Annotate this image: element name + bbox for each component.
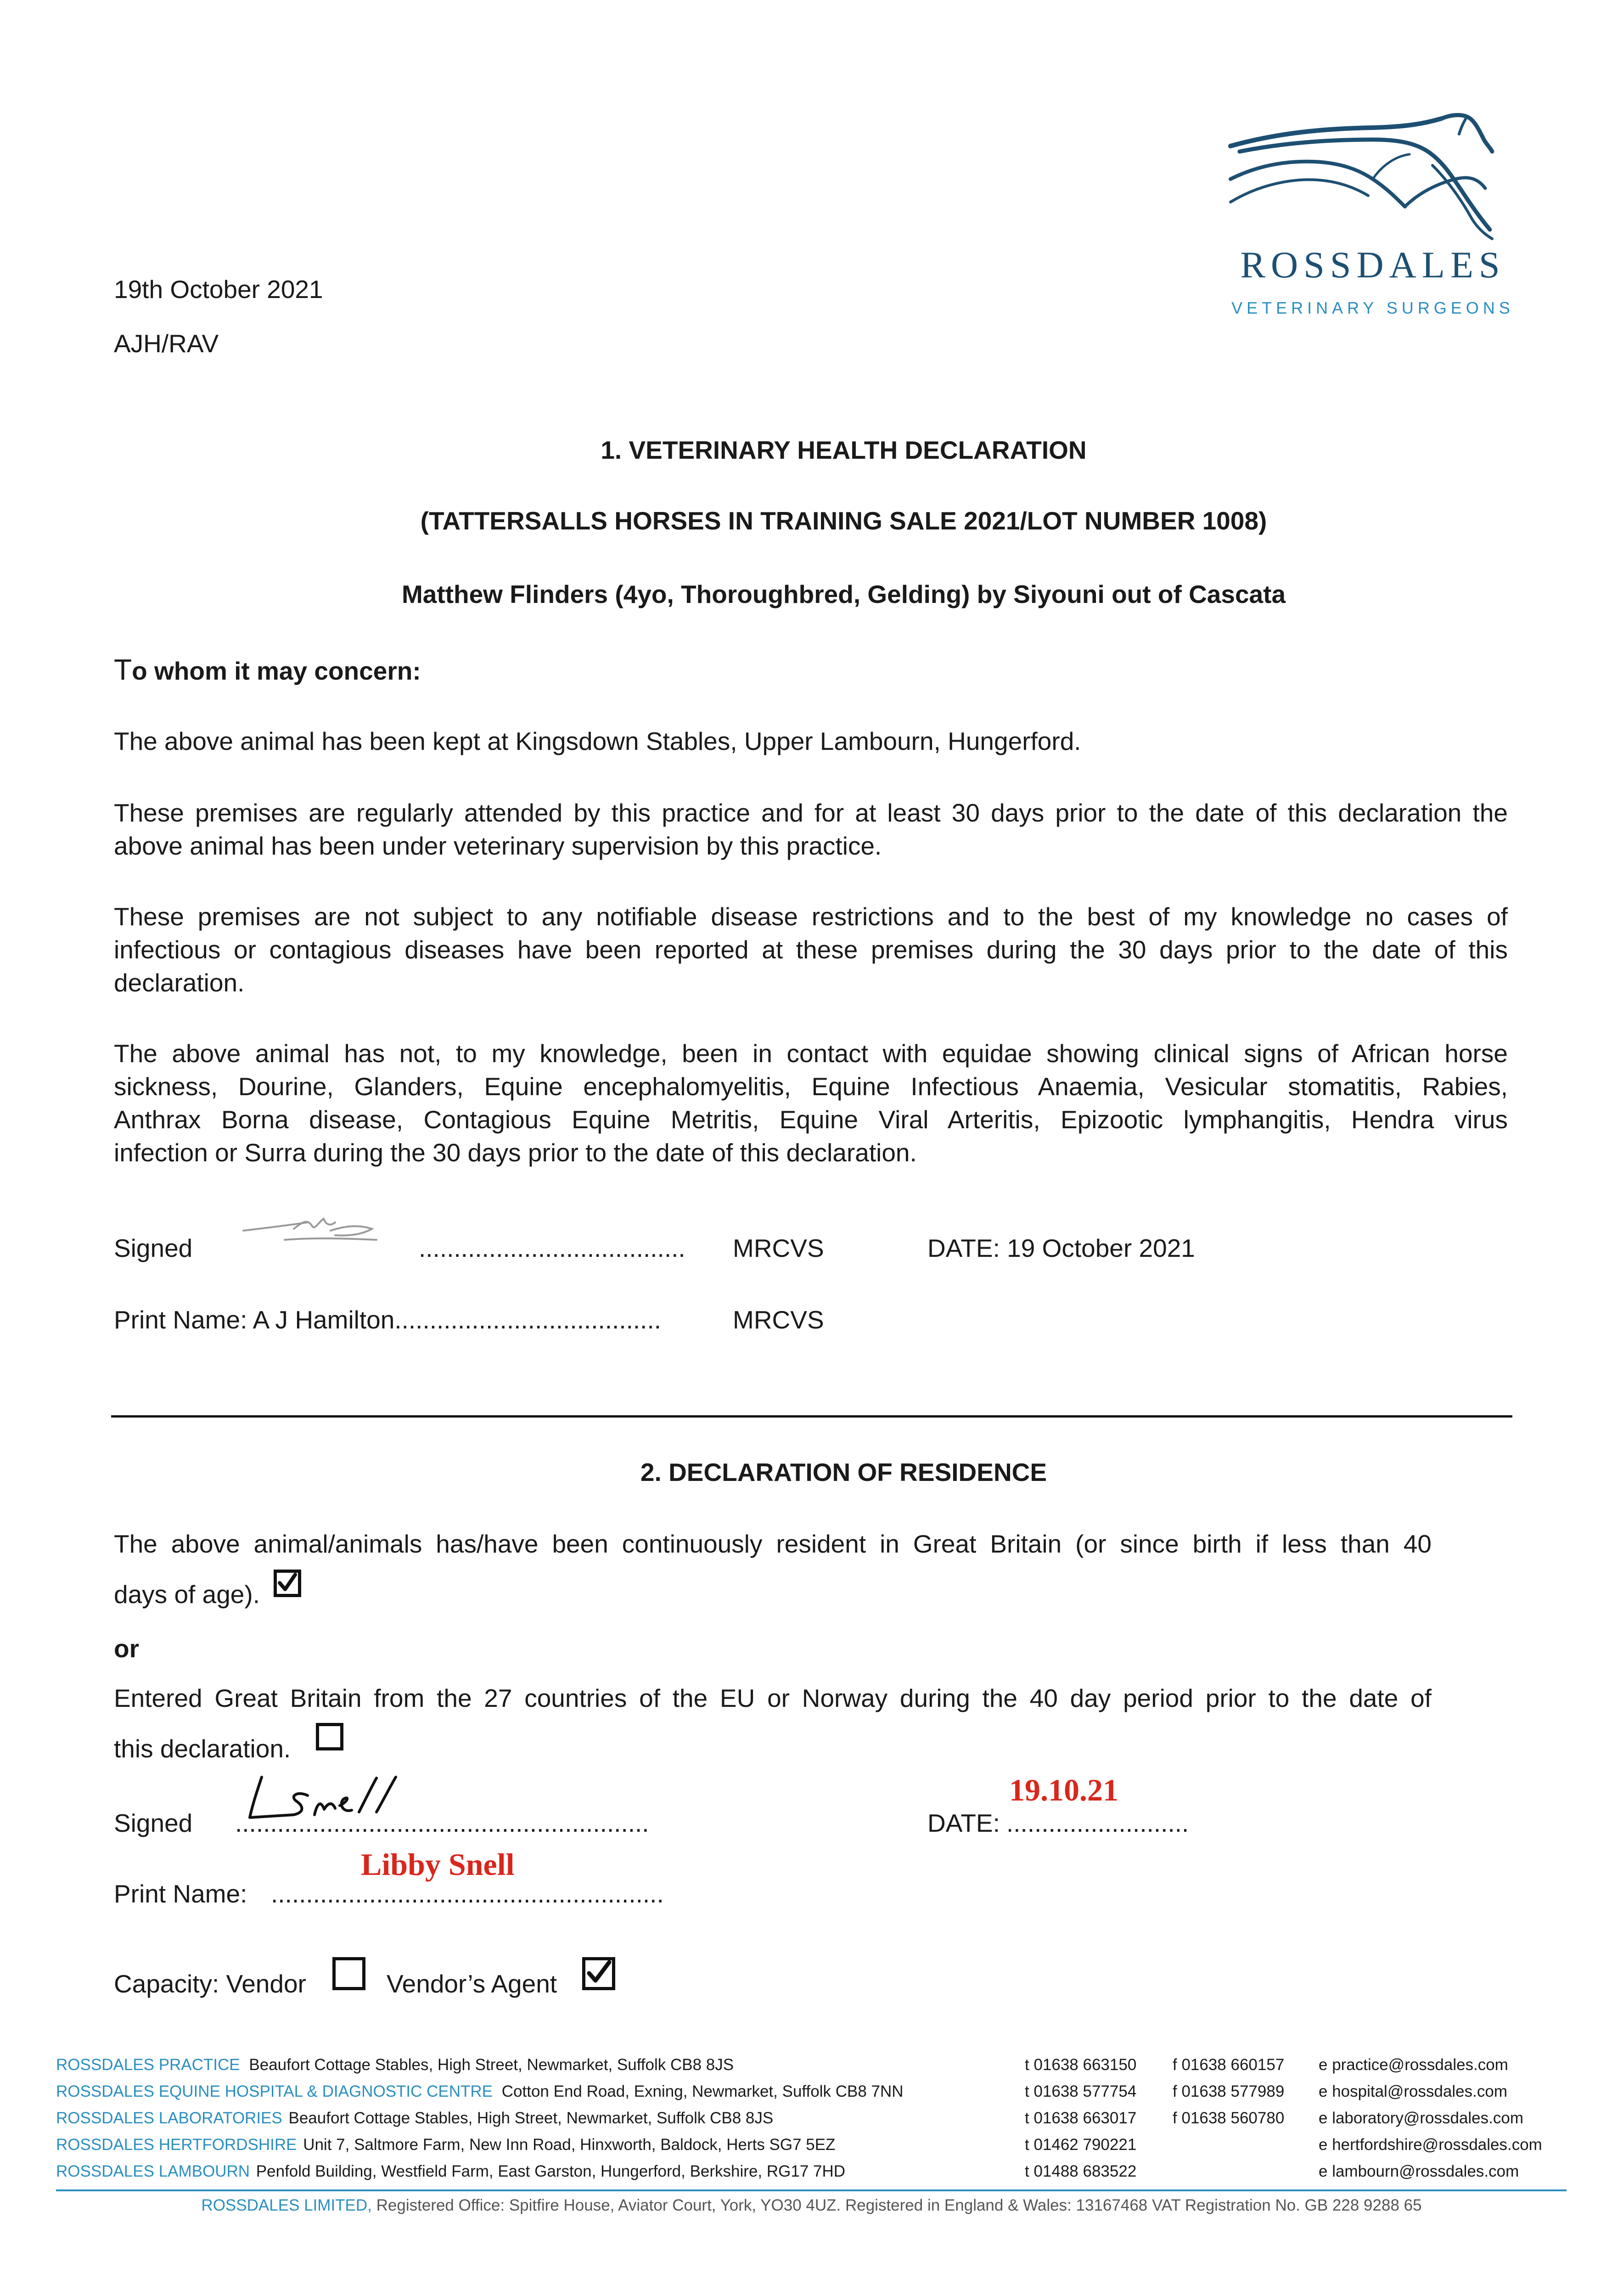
horse-description: Matthew Flinders (4yo, Thoroughbred, Gelding) by Siyouni out of Cascata	[401, 580, 1286, 608]
eu-checkbox[interactable]	[316, 1723, 343, 1750]
paragraph-line: The above animal has not, to my knowledge, been in contact with equidae showing clinical signs of African horse	[114, 1039, 1508, 1068]
footer-row	[56, 2158, 1571, 2185]
company-name: ROSSDALES LIMITED,	[201, 2196, 372, 2214]
footer-org-name: ROSSDALES PRACTICE	[56, 2056, 240, 2074]
footer-divider	[56, 2189, 1567, 2191]
footer-email[interactable]: e hospital@rossdales.com	[1319, 2082, 1507, 2100]
paragraph-line: Anthrax Borna disease, Contagious Equine Metritis, Equine Viral Arteritis, Epizootic lymphangitis, Hendra virus	[114, 1105, 1508, 1134]
footer-fax: f 01638 560780	[1173, 2109, 1285, 2127]
letter-reference: AJH/RAV	[114, 329, 219, 358]
footer-org-name: ROSSDALES EQUINE HOSPITAL & DIAGNOSTIC CENTRE	[56, 2082, 493, 2100]
eu-line-2: this declaration.	[114, 1734, 291, 1763]
footer-address: Unit 7, Saltmore Farm, New Inn Road, Hinxworth, Baldock, Herts SG7 5EZ	[303, 2136, 836, 2154]
logo-name: ROSSDALES	[1240, 244, 1505, 286]
signed-label: Signed	[114, 1234, 193, 1262]
section1-title: 1. VETERINARY HEALTH DECLARATION	[601, 436, 1087, 464]
agent-checkbox[interactable]	[582, 1957, 615, 1990]
print-name-vet: Print Name: A J Hamilton......................................	[114, 1306, 662, 1334]
company-registration	[0, 2192, 1623, 2219]
footer-telephone: t 01638 577754	[1025, 2082, 1137, 2100]
checkmark-icon	[277, 1573, 298, 1594]
footer-fax: f 01638 660157	[1173, 2056, 1285, 2074]
paragraph-supervision	[114, 796, 1508, 862]
footer-telephone: t 01638 663017	[1025, 2109, 1137, 2127]
horse-logo-icon	[1221, 110, 1524, 248]
handwritten-print-name: Libby Snell	[361, 1847, 515, 1882]
footer-telephone: t 01462 790221	[1025, 2136, 1137, 2154]
salutation	[114, 653, 421, 687]
rossdales-logo	[1221, 110, 1524, 331]
capacity-label: Capacity: Vendor	[114, 1970, 306, 1998]
footer-email[interactable]: e laboratory@rossdales.com	[1319, 2109, 1523, 2127]
print-name-label: Print Name:	[114, 1880, 247, 1908]
resident-checkbox[interactable]	[274, 1570, 301, 1597]
residence-line-2: days of age).	[114, 1580, 260, 1609]
signed-dots-2: ...........................................................	[235, 1809, 649, 1837]
signed-dots: ......................................	[419, 1234, 685, 1262]
section2-title: 2. DECLARATION OF RESIDENCE	[640, 1458, 1047, 1486]
footer-telephone: t 01638 663150	[1025, 2056, 1137, 2074]
salutation-initial: T	[114, 653, 132, 686]
section1-subtitle: (TATTERSALLS HORSES IN TRAINING SALE 2021/LOT NUMBER 1008)	[420, 506, 1267, 535]
footer-row	[56, 2132, 1571, 2158]
footer-row	[56, 2052, 1571, 2078]
footer	[56, 2052, 1571, 2185]
footer-email[interactable]: e hertfordshire@rossdales.com	[1319, 2136, 1542, 2154]
signed-label-2: Signed	[114, 1809, 193, 1837]
agent-label: Vendor’s Agent	[387, 1970, 557, 1998]
paragraph-line: sickness, Dourine, Glanders, Equine encephalomyelitis, Equine Infectious Anaemia, Vesicular stomatitis, Rabies,	[114, 1072, 1508, 1101]
vendor-checkbox[interactable]	[332, 1957, 365, 1990]
letter-date: 19th October 2021	[114, 275, 323, 304]
footer-address: Cotton End Road, Exning, Newmarket, Suffolk CB8 7NN	[501, 2082, 904, 2100]
checkmark-icon	[585, 1960, 612, 1987]
vet-signature-icon	[239, 1212, 404, 1254]
registration-text: Registered Office: Spitfire House, Aviator Court, York, YO30 4UZ. Registered in England & Wales: 13167468 VAT Registration No. GB 228 9288 65	[371, 2196, 1422, 2214]
or-label: or	[114, 1634, 139, 1663]
footer-row	[56, 2105, 1571, 2132]
footer-row	[56, 2078, 1571, 2105]
print-name-dots: ........................................................	[271, 1880, 664, 1908]
paragraph-disease-restrictions	[114, 900, 1508, 999]
paragraph-line: These premises are regularly attended by this practice and for at least 30 days prior to the date of this declaration the	[114, 799, 1508, 827]
salutation-rest: o whom it may concern:	[132, 657, 421, 685]
paragraph-line: infection or Surra during the 30 days prior to the date of this declaration.	[114, 1138, 917, 1167]
eu-line-1: Entered Great Britain from the 27 countries of the EU or Norway during the 40 day period prior to the date of	[114, 1684, 1432, 1712]
declaration-date: DATE: 19 October 2021	[927, 1234, 1195, 1262]
mrcvs-label-2: MRCVS	[733, 1306, 824, 1334]
paragraph-kept-at: The above animal has been kept at Kingsdown Stables, Upper Lambourn, Hungerford.	[114, 727, 1081, 755]
date-label-2: DATE:	[927, 1809, 1000, 1837]
footer-org-name: ROSSDALES LAMBOURN	[56, 2162, 250, 2180]
footer-address: Penfold Building, Westfield Farm, East Garston, Hungerford, Berkshire, RG17 7HD	[256, 2162, 846, 2180]
logo-tagline: VETERINARY SURGEONS	[1231, 298, 1514, 317]
paragraph-line: declaration.	[114, 968, 245, 997]
footer-email[interactable]: e lambourn@rossdales.com	[1319, 2162, 1519, 2180]
section-divider	[111, 1415, 1512, 1418]
footer-org-name: ROSSDALES LABORATORIES	[56, 2109, 282, 2127]
footer-address: Beaufort Cottage Stables, High Street, Newmarket, Suffolk CB8 8JS	[249, 2056, 734, 2074]
residence-line-1: The above animal/animals has/have been continuously resident in Great Britain (or since birth if less than 40	[114, 1530, 1432, 1558]
footer-org-name: ROSSDALES HERTFORDSHIRE	[56, 2136, 297, 2154]
mrcvs-label: MRCVS	[733, 1234, 824, 1262]
footer-fax: f 01638 577989	[1173, 2082, 1285, 2100]
handwritten-date: 19.10.21	[1009, 1773, 1118, 1807]
paragraph-line: above animal has been under veterinary supervision by this practice.	[114, 832, 882, 860]
footer-address: Beaufort Cottage Stables, High Street, Newmarket, Suffolk CB8 8JS	[288, 2109, 774, 2127]
date-dots: ..........................	[1006, 1809, 1189, 1837]
footer-telephone: t 01488 683522	[1025, 2162, 1137, 2180]
paragraph-line: These premises are not subject to any notifiable disease restrictions and to the best of my knowledge no cases of	[114, 902, 1508, 931]
footer-email[interactable]: e practice@rossdales.com	[1319, 2056, 1508, 2074]
paragraph-line: infectious or contagious diseases have been reported at these premises during the 30 days prior to the date of this	[114, 935, 1508, 964]
paragraph-contact	[114, 1037, 1508, 1169]
